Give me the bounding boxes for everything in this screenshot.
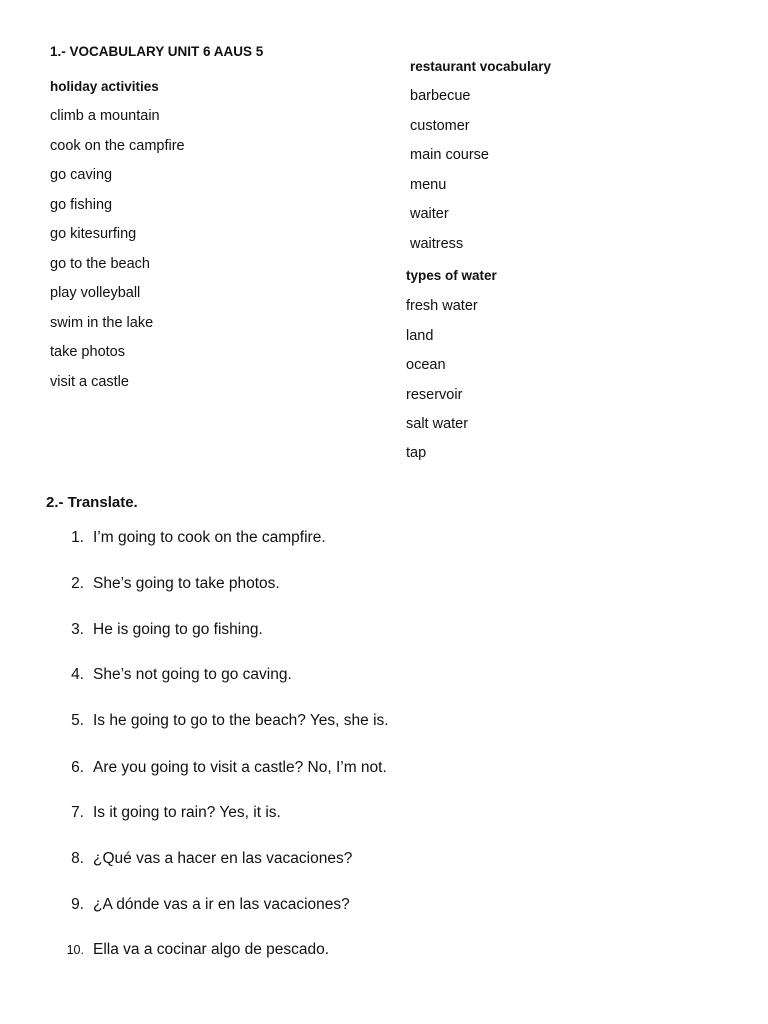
list-item: tap [406, 445, 427, 461]
list-item: waiter [410, 206, 449, 222]
list-item: menu [410, 177, 447, 193]
list-item: main course [410, 147, 489, 163]
list-item: reservoir [406, 387, 463, 403]
list-item: salt water [406, 416, 469, 432]
sentence-text: ¿A dónde vas a ir en las vacaciones? [93, 896, 350, 913]
sentence-text: Are you going to visit a castle? No, I’m not. [93, 759, 387, 776]
item-number: 6. [71, 759, 84, 776]
item-number: 1. [71, 529, 84, 546]
section2-title: 2.- Translate. [46, 494, 138, 511]
sentence-text: He is going to go fishing. [93, 621, 263, 638]
item-number: 5. [71, 712, 84, 729]
list-item: waitress [410, 236, 464, 252]
list-item: climb a mountain [50, 108, 160, 124]
item-number: 10. [66, 943, 84, 957]
list-item: go kitesurfing [50, 226, 137, 242]
section1-title: 1.- VOCABULARY UNIT 6 AAUS 5 [50, 44, 264, 59]
sentence-text: I’m going to cook on the campfire. [93, 529, 326, 546]
sentence-text: Ella va a cocinar algo de pescado. [93, 941, 330, 958]
sentence-text: ¿Qué vas a hacer en las vacaciones? [93, 850, 353, 867]
list-item: go to the beach [50, 256, 150, 272]
item-number: 4. [71, 666, 84, 683]
sentence-text: Is he going to go to the beach? Yes, she is. [93, 712, 389, 729]
list-item: barbecue [410, 88, 471, 104]
sentence-text: She’s going to take photos. [93, 575, 280, 592]
list-item: go fishing [50, 197, 113, 213]
sentence-text: She’s not going to go caving. [93, 666, 292, 683]
item-number: 2. [71, 575, 84, 592]
list-item: go caving [50, 167, 113, 183]
list-item: ocean [406, 357, 446, 373]
sentence-text: Is it going to rain? Yes, it is. [93, 804, 281, 821]
item-number: 8. [71, 850, 84, 867]
list-item: cook on the campfire [50, 138, 185, 154]
types-of-water-heading: types of water [406, 268, 497, 283]
item-number: 3. [71, 621, 84, 638]
restaurant-vocabulary-heading: restaurant vocabulary [410, 59, 552, 74]
list-item: take photos [50, 344, 125, 360]
list-item: swim in the lake [50, 315, 154, 331]
list-item: land [406, 328, 434, 344]
list-item: visit a castle [50, 374, 129, 390]
item-number: 7. [71, 804, 84, 821]
list-item: customer [410, 118, 470, 134]
item-number: 9. [71, 896, 84, 913]
list-item: play volleyball [50, 285, 141, 301]
list-item: fresh water [406, 298, 478, 314]
holiday-activities-heading: holiday activities [50, 79, 159, 94]
